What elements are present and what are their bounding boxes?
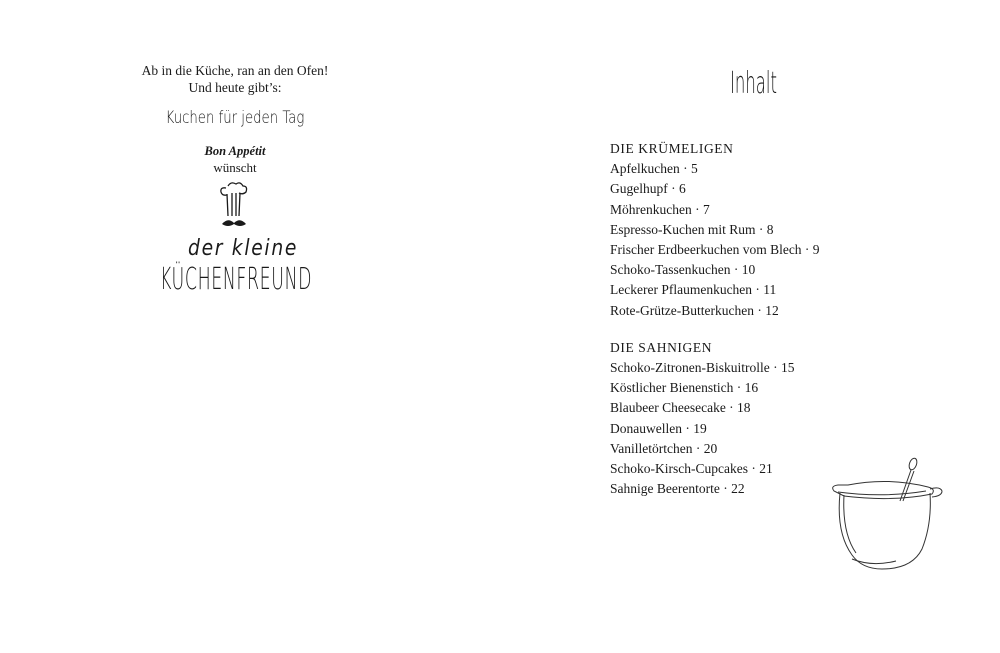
toc-entry: Rote-Grütze-Butterkuchen · 12 [610,302,779,318]
toc-entry: Köstlicher Bienenstich · 16 [610,380,759,396]
toc-entry: Sahnige Beerentorte · 22 [610,481,745,497]
toc-entry: Frischer Erdbeerkuchen vom Blech · 9 [610,242,820,258]
toc-section-heading: DIE SAHNIGEN [610,339,713,355]
toc-entry: Gugelhupf · 6 [610,181,686,197]
toc-entry: Donauwellen · 19 [610,420,707,436]
toc-entry: Apfelkuchen · 5 [610,161,698,177]
intro-line-2: Und heute gibt’s: [188,80,282,95]
toc-entry: Blaubeer Cheesecake · 18 [610,400,751,416]
logo-text-line2: KÜCHENFREUND [160,262,313,297]
toc-entry: Schoko-Zitronen-Biskuitrolle · 15 [610,360,795,376]
chef-hat-mustache-icon [214,182,254,232]
toc-entry: Möhrenkuchen · 7 [610,201,710,217]
toc-section-heading: DIE KRÜMELIGEN [610,141,734,156]
kuechenfreund-logo [158,182,318,302]
intro-text [70,62,400,96]
bon-appetit-text: Bon Appétit [204,144,266,158]
toc-entry: Espresso-Kuchen mit Rum · 8 [610,221,774,237]
mixing-bowl-spoon-icon [830,455,945,575]
book-title: Kuchen für jeden Tag [165,108,305,128]
toc-entry: Schoko-Kirsch-Cupcakes · 21 [610,461,773,477]
wishes-text: wünscht [213,160,257,175]
logo-text-line1: der kleine [188,236,299,261]
toc-title: Inhalt [730,66,777,101]
section-spacer [610,321,820,338]
table-of-contents [610,139,820,499]
toc-entry: Schoko-Tassenkuchen · 10 [610,262,756,278]
right-page [500,0,1000,653]
toc-entry: Vanilletörtchen · 20 [610,440,718,456]
intro-line-1: Ab in die Küche, ran an den Ofen! [141,63,329,78]
toc-entry: Leckerer Pflaumenkuchen · 11 [610,282,777,298]
